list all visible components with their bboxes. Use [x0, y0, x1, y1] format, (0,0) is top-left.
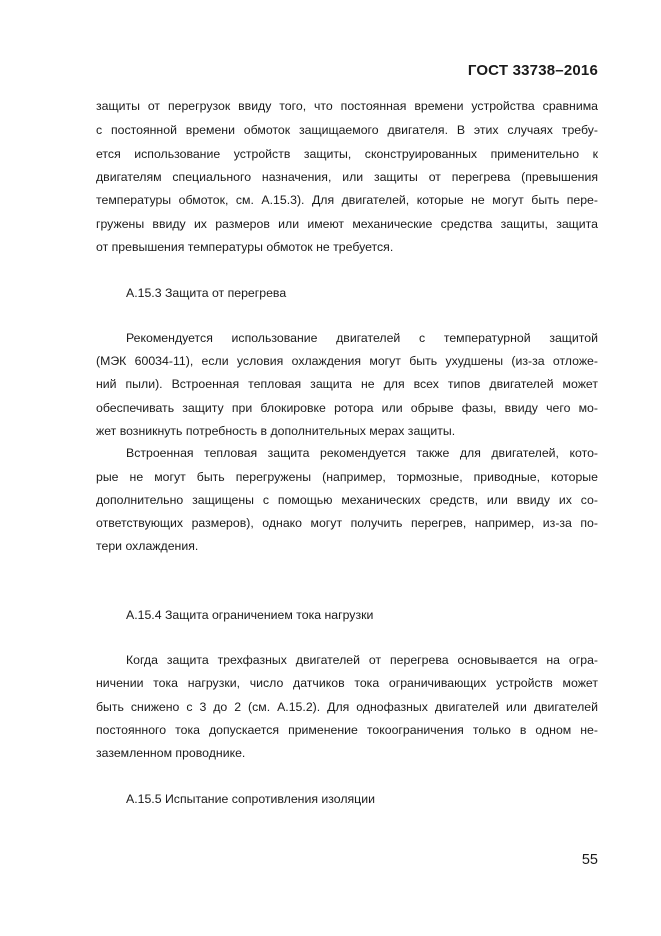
section-heading: А.15.4 Защита ограничением тока нагрузки: [126, 608, 374, 622]
paragraph-line: обеспечивать защиту при блокировке ротора или обрыве фазы, ввиду чего мо-: [96, 401, 598, 415]
paragraph-line: Рекомендуется использование двигателей с температурной защитой: [126, 331, 598, 345]
paragraph-line: ний пыли). Встроенная тепловая защита не для всех типов двигателей может: [96, 377, 598, 391]
paragraph-line: дополнительно защищены с помощью механических средств, или ввиду их со-: [96, 493, 598, 507]
paragraph-line: быть снижено с 3 до 2 (см. А.15.2). Для однофазных двигателей или двигателей: [96, 700, 598, 714]
section-heading: А.15.3 Защита от перегрева: [126, 286, 287, 300]
paragraph-line: температуры обмоток, см. А.15.3). Для двигателей, которые не могут быть пере-: [96, 193, 598, 207]
paragraph-line: Встроенная тепловая защита рекомендуется также для двигателей, кото-: [126, 446, 598, 460]
paragraph-line: заземленном проводнике.: [96, 746, 246, 760]
paragraph-line: тери охлаждения.: [96, 539, 199, 553]
paragraph-line: двигателям специального назначения, или защиты от перегрева (превышения: [96, 170, 598, 184]
paragraph-line: ничении тока нагрузки, число датчиков тока ограничивающих устройств может: [96, 676, 598, 690]
section-heading: А.15.5 Испытание сопротивления изоляции: [126, 792, 375, 806]
paragraph-line: защиты от перегрузок ввиду того, что постоянная времени устройства сравнима: [96, 99, 598, 113]
paragraph-line: ответствующих размеров), однако могут получить перегрев, например, из-за по-: [96, 516, 598, 530]
paragraph-line: (МЭК 60034-11), если условия охлаждения могут быть ухудшены (из-за отложе-: [96, 354, 598, 368]
paragraph-line: Когда защита трехфазных двигателей от перегрева основывается на огра-: [126, 653, 598, 667]
paragraph-line: рые не могут быть перегружены (например, тормозные, приводные, которые: [96, 470, 598, 484]
paragraph-line: жет возникнуть потребность в дополнительных мерах защиты.: [96, 424, 456, 438]
paragraph-line: ется использование устройств защиты, сконструированных применительно к: [96, 147, 598, 161]
paragraph-line: от превышения температуры обмоток не требуется.: [96, 240, 394, 254]
paragraph-line: постоянного тока допускается применение токоограничения только в одном не-: [96, 723, 598, 737]
paragraph-line: с постоянной времени обмоток защищаемого двигателя. В этих случаях требу-: [96, 123, 598, 137]
document-standard-id: ГОСТ 33738–2016: [467, 62, 598, 79]
paragraph-line: гружены ввиду их размеров или имеют механические средства защиты, защита: [96, 217, 598, 231]
page-number: 55: [581, 852, 598, 868]
